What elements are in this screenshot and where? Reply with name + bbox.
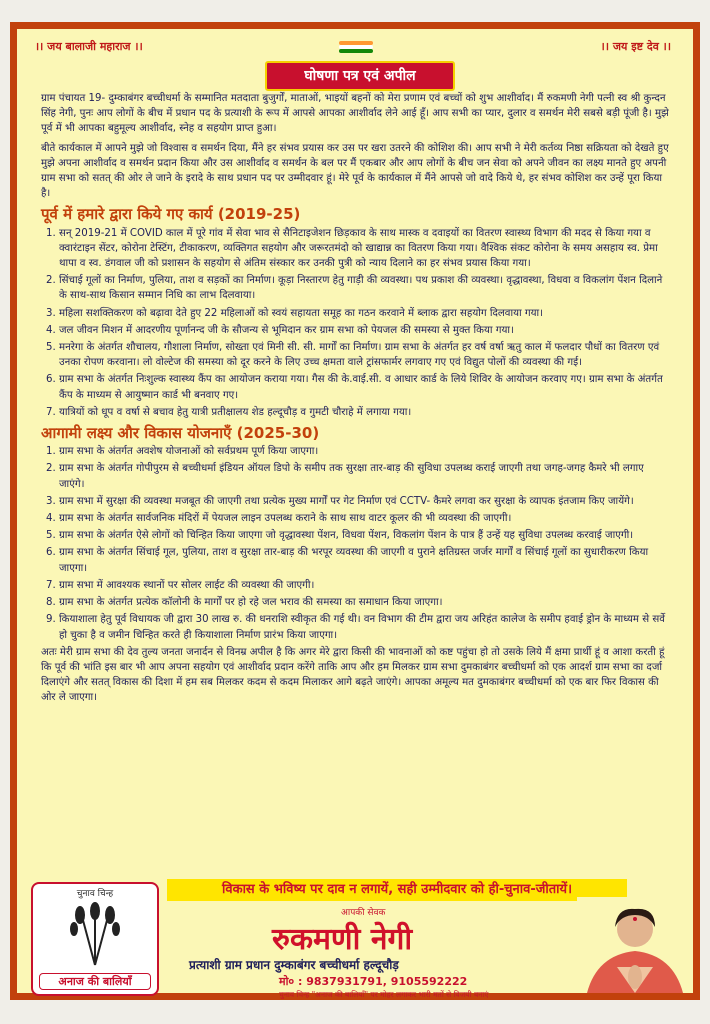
- header-right-blessing: ।। जय इष्ट देव ।।: [600, 40, 671, 53]
- list-item: 3. महिला सशक्तिकरण को बढ़ावा देते हुए 22 महिलाओं को स्वयं सहायता समूह का गठन करवाने में ब्लाक द्वारा सहयोग दिलवाया गया।: [59, 306, 671, 321]
- list-item: 1. ग्राम सभा के अंतर्गत अवशेष योजनाओं को सर्वप्रथम पूर्ण किया जाएगा।: [59, 444, 671, 459]
- candidate-aap: आपकी सेवक: [341, 908, 386, 918]
- wheat-ears-icon: [50, 901, 140, 965]
- list-item: 1. सन् 2019-21 में COVID काल में पूरे गांव में सेवा भाव से सैनिटाइजेशन छिड़काव के साथ मास्क व दवाइयों का वितरण स्वास्थ्य विभाग की मदद से किया गया व क्वारंटाइन सेंटर, कोरोना टेस्टिंग, टीकाकरण, व्यक्तिगत सहयोग और जरूरतमंदो को खाद्यान्न का वितरण किया गया। वैश्विक संकट कोरोना के समय असहाय स्व. प्रेमा थापा व स्व. डंगवाल जी को प्रशासन के सहयोग से अंतिम संस्कार कर उनकी पुत्री को न्याय दिलाने का हर संभव प्रयास किया गया।: [59, 226, 671, 272]
- candidate-phone: मो० : 9837931791, 9105592222: [279, 975, 468, 988]
- list-item: 3. ग्राम सभा में सुरक्षा की व्यवस्था मजबूत की जाएगी तथा प्रत्येक मुख्य मार्गों पर गेट निर्माण एवं CCTV- कैमरे लगवा कर सुरक्षा के व्यापक इंतजाम किए जायेंगे।: [59, 494, 671, 509]
- election-symbol-box: [31, 882, 159, 996]
- future-plans-list: [41, 444, 671, 642]
- list-item: 8. ग्राम सभा के अंतर्गत प्रत्येक कॉलोनी के मार्गों पर हो रहे जल भराव की समस्या का समाधान किया जाएगा।: [59, 595, 671, 610]
- list-item: 5. ग्राम सभा के अंतर्गत ऐसे लोगों को चिन्हित किया जाएगा जो वृद्धावस्था पेंशन, विधवा पेंशन, विकलांग पेंशन के पात्र हैं उन्हें यह सुविधा उपलब्ध करवाई जाएगी।: [59, 528, 671, 543]
- intro-paragraph-2: बीते कार्यकाल में आपने मुझे जो विश्वास व समर्थन दिया, मैंने हर संभव प्रयास कर उस पर खरा उतरने की कोशिश की। आप सभी ने मेरी कर्तव्य निष्ठा सक्रियता को देखते हुए मुझे अपना आशीर्वाद व समर्थन प्रदान किया और उस आशीर्वाद व समर्थन के बल पर मैं एकबार और आप लोगों के बीच जन सेवा को अपने जीवन का लक्ष्य मानते हुए अपनी ग्राम सभा को सतत् की ओर ले जाने के इरादे के साथ प्रधान पद पर उम्मीदवार हूं। मेरे पूर्व के कार्यकाल में मैंने आपसे जो वादे किये थे, हर संभव कोशिश कर उन्हें पूरा किया है।: [41, 142, 669, 200]
- list-item: 2. सिंचाई गूलों का निर्माण, पुलिया, ताश व सड़कों का निर्माण। कूड़ा निस्तारण हेतु गाड़ी की व्यवस्था। पथ प्रकाश की व्यवस्था। वृद्धावस्था, विधवा व विकलांग पेंशन दिलाने के साथ-साथ किसान सम्मान निधि का लाभ दिलवाया।: [59, 273, 671, 303]
- list-item: 6. ग्राम सभा के अंतर्गत निःशुल्क स्वास्थ्य कैंप का आयोजन कराया गया। गैस की के.वाई.सी. व आधार कार्ड के लिये शिविर के आयोजन करवाए गए। ग्राम सभा के अंतर्गत कैंप के माध्यम से आयुष्मान कार्ड भी बनवाए गए।: [59, 372, 671, 402]
- intro-paragraph-1: ग्राम पंचायत 19- दुम्काबंगर बच्चीधर्मा के सम्मानित मतदाता बुजुर्गों, माताओं, भाइयों बहनों को मेरा प्रणाम एवं बच्चों को शुभ आशीर्वाद। मैं रुकमणी नेगी पत्नी स्व श्री कुन्दन सिंह नेगी, पुनः आप लोगों के बीच में प्रधान पद के प्रत्याशी के रूप में आपसे आपका आशीर्वाद लेने आई हूँ। आप सभी का प्यार, दुलार व समर्थन मेरी सबसे बड़ी पूंजी है। मुझे पूर्व में भी आपका बहुमूल्य आशीर्वाद, स्नेह व सहयोग प्राप्त हुआ।: [41, 93, 669, 135]
- vote-note: चुनाव चिन्ह "अनाज की बालियाँ" पर मोहर लगाकर भारी मतों से विजयी बनाएं: [279, 990, 489, 999]
- candidate-photo: [577, 897, 693, 993]
- list-item: 6. ग्राम सभा के अंतर्गत सिंचाई गूल, पुलिया, ताश व सुरक्षा तार-बाड़ की भरपूर व्यवस्था की जाएगी व पुराने क्षतिग्रस्त जर्जर मार्गों व सिंचाई गूलों का सुधारीकरण किया जाएगा।: [59, 545, 671, 575]
- past-works-list: [41, 226, 671, 420]
- list-item: 7. ग्राम सभा में आवश्यक स्थानों पर सोलर लाईट की व्यवस्था की जाएगी।: [59, 578, 671, 593]
- list-item: 4. जल जीवन मिशन में आदरणीय पूर्णानन्द जी के सौजन्य से भूमिदान कर ग्राम सभा को पेयजल की समस्या से मुक्त किया गया।: [59, 323, 671, 338]
- poster-border: [10, 22, 700, 1000]
- header-left-blessing: ।। जय बालाजी महाराज ।।: [35, 40, 143, 53]
- past-works-heading: पूर्व में हमारे द्वारा किये गए कार्य (2019-25): [41, 205, 301, 224]
- slogan-banner: विकास के भविष्य पर दाव न लगायें, सही उम्मीदवार को ही-चुनाव-जीतायें।: [167, 879, 627, 901]
- poster-inner: [17, 29, 693, 999]
- candidate-name: रुकमणी नेगी: [272, 922, 413, 957]
- list-item: 9. कियाशाला हेतु पूर्व विधायक जी द्वारा 30 लाख रु. की धनराशि स्वीकृत की गई थी। वन विभाग की टीम द्वारा जय अरिहंत कालेज के समीप हवाई ड्रोन के माध्यम से सर्वे हो चुका है व जमीन चिन्हित करते ही कियाशाला निर्माण प्रारंभ किया जाएगा।: [59, 612, 671, 642]
- appeal-paragraph: अतः मेरी ग्राम सभा की देव तुल्य जनता जनार्दन से विनम्र अपील है कि अगर मेरे द्वारा किसी की भावनाओं को कष्ट पहुंचा हो तो उसके लिये मैं क्षमा प्रार्थी हूं व आशा करती हूं कि पूर्व की भांति इस बार भी आप अपना सहयोग एवं आशीर्वाद प्रदान करेंगे ताकि आप और हम मिलकर ग्राम सभा दुमकाबंगर बच्चीधर्मा को एक आदर्श ग्राम सभा का दर्जा दिलाएंगे और सतत् विकास की दिशा में हम सब मिलकर कदम से कदम मिलाकर आगे बढ़ते जाएंगे। आपका अमूल्य मत दुमकाबंगर बच्चीधर्मा को एक बार फिर विकास की ओर ले जाएगा।: [41, 646, 665, 704]
- list-item: 7. यात्रियों को धूप व वर्षा से बचाव हेतु यात्री प्रतीक्षालय शेड हल्दूचौड़ व गुमटी चौराहे में लगाया गया।: [59, 405, 671, 420]
- list-item: 4. ग्राम सभा के अंतर्गत सार्वजनिक मंदिरों में पेयजल लाइन उपलब्ध कराने के साथ साथ वाटर कूलर की भी व्यवस्था की जाएगी।: [59, 511, 671, 526]
- candidate-post: प्रत्याशी ग्राम प्रधान दुम्काबंगर बच्चीधर्मा हल्दूचौड़: [189, 958, 399, 972]
- flag-icon: [339, 41, 373, 55]
- symbol-label: चुनाव चिन्ह: [76, 889, 114, 899]
- list-item: 2. ग्राम सभा के अंतर्गत गोपीपुरम से बच्चीधर्मा इंडियन ऑयल डिपो के समीप तक सुरक्षा तार-बाड़ की सुविधा उपलब्ध कराई जाएगी तथा जगह-जगह कैमरे भी लगाए जाएंगे।: [59, 461, 671, 491]
- future-plans-heading: आगामी लक्ष्य और विकास योजनाएँ (2025-30): [41, 424, 320, 443]
- page-title: घोषणा पत्र एवं अपील: [265, 61, 455, 91]
- manifesto-body: [41, 91, 671, 710]
- symbol-name: अनाज की बालियाँ: [39, 973, 151, 990]
- list-item: 5. मनरेगा के अंतर्गत शौचालय, गौशाला निर्माण, सोख्ता एवं मिनी सी. सी. मार्गों का निर्माण। ग्राम सभा के अंतर्गत हर वर्ष वर्षा ऋतु काल में फलदार पौधों का वितरण एवं उनका रोपण करवाना। लो वोल्टेज की समस्या को दूर करने के लिए उच्च क्षमता वाले ट्रांसफार्मर लगवाए गए एवं विद्युत पोलों की व्यवस्था की गई।: [59, 340, 671, 370]
